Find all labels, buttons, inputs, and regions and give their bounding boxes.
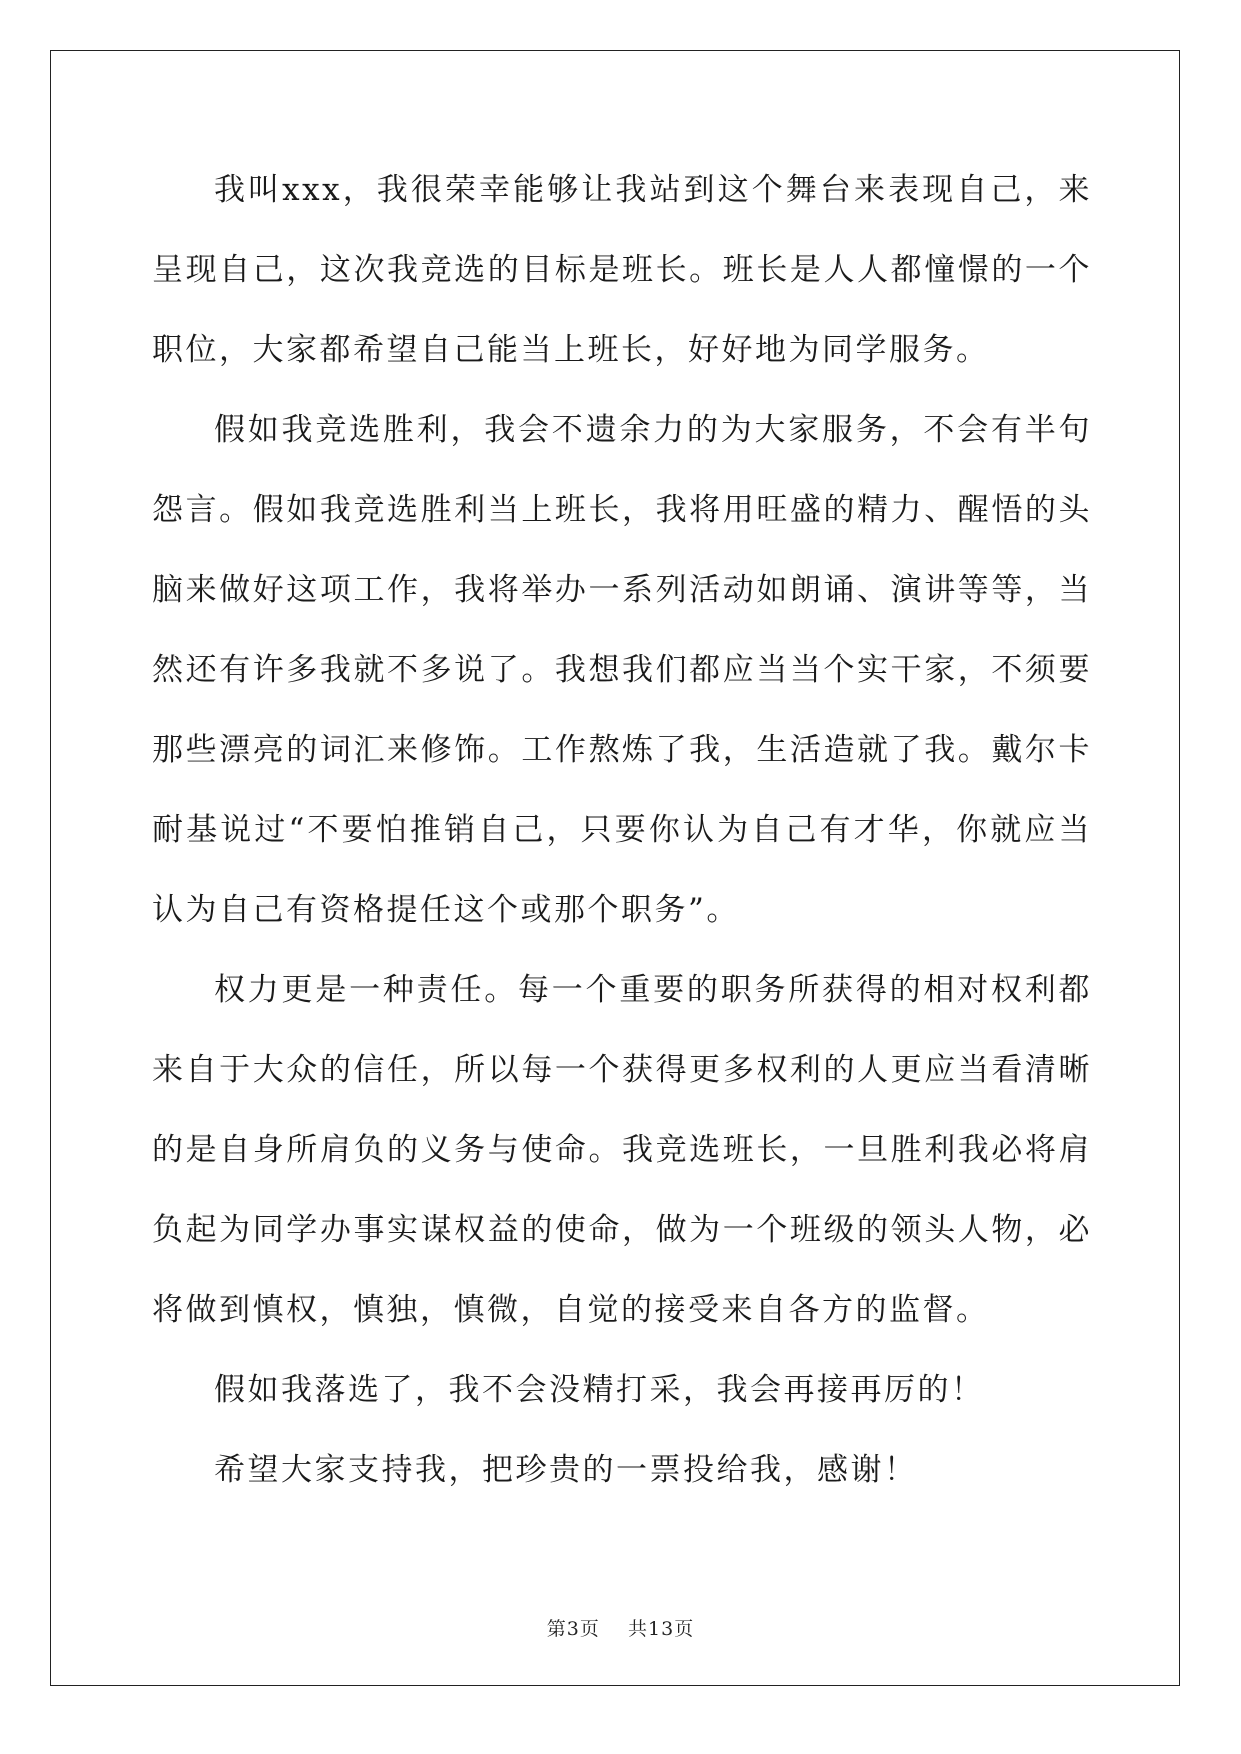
paragraph-responsibility: 权力更是一种责任。每一个重要的职务所获得的相对权利都来自于大众的信任，所以每一个获得更多权利的人更应当看清晰的是自身所肩负的义务与使命。我竞选班长，一旦胜利我必将肩负起为同学办事实谋权益的使命，做为一个班级的领头人物，必将做到慎权，慎独，慎微，自觉的接受来自各方的监督。 — [152, 972, 1092, 1328]
paragraph-if-win: 假如我竞选胜利，我会不遗余力的为大家服务，不会有半句怨言。假如我竞选胜利当上班长，我将用旺盛的精力、醒悟的头脑来做好这项工作，我将举办一系列活动如朗诵、演讲等等，当然还有许多我就不多说了。我想我们都应当当个实干家，不须要那些漂亮的词汇来修饰。工作熬炼了我，生活造就了我。戴尔卡耐基说过“不要怕推销自己，只要你认为自己有才华，你就应当认为自己有资格提任这个或那个职务”。 — [152, 412, 1092, 928]
page-number: 第3页 — [546, 1618, 600, 1640]
paragraph-if-lose: 假如我落选了，我不会没精打采，我会再接再厉的！ — [214, 1372, 985, 1408]
page-total: 共13页 — [628, 1618, 695, 1640]
paragraph-intro: 我叫xxx，我很荣幸能够让我站到这个舞台来表现自己，来呈现自己，这次我竞选的目标是班长。班长是人人都憧憬的一个职位，大家都希望自己能当上班长，好好地为同学服务。 — [152, 172, 1092, 368]
paragraph-closing: 希望大家支持我，把珍贵的一票投给我，感谢！ — [214, 1452, 918, 1488]
page-footer — [0, 1614, 1241, 1641]
document-body — [152, 150, 1092, 1510]
